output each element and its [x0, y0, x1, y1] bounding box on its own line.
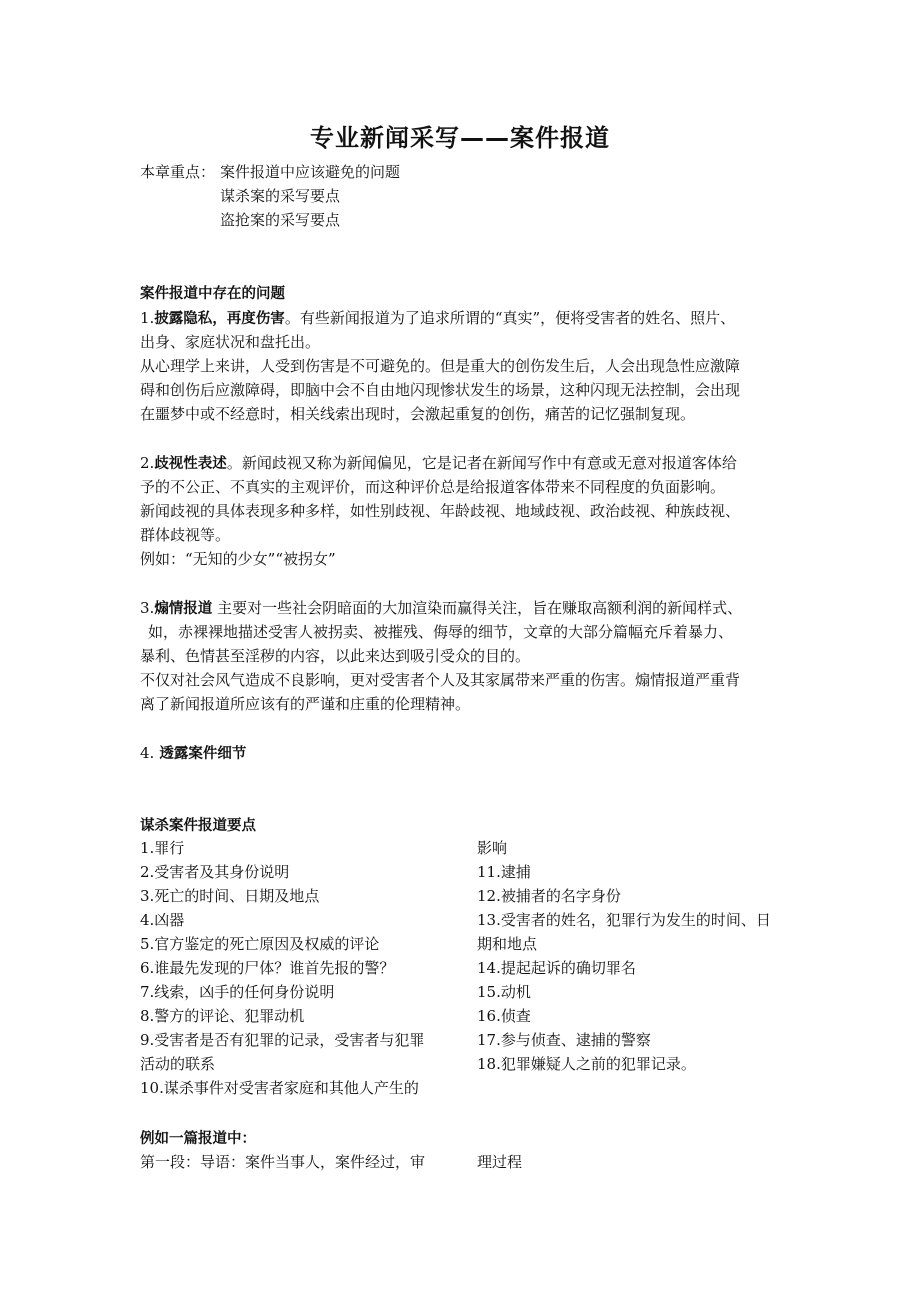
item-number: 3.	[140, 599, 155, 617]
section-heading-example: 例如一篇报道中：	[140, 1131, 256, 1147]
item-title: 歧视性表述	[154, 456, 227, 472]
section-heading-murder: 谋杀案件报道要点	[140, 818, 256, 834]
list-item: 2.受害者及其身份说明	[140, 863, 290, 881]
paragraph-line	[140, 451, 737, 476]
focus-item: 谋杀案的采写要点	[220, 187, 341, 205]
item-title: 披露隐私，再度伤害	[154, 311, 285, 327]
list-item: 11.逮捕	[477, 863, 531, 881]
list-item: 18.犯罪嫌疑人之前的犯罪记录。	[477, 1055, 696, 1073]
item-number: 2.	[140, 454, 155, 472]
page-title: 专业新闻采写——案件报道	[310, 124, 610, 152]
item-text: 主要对一些社会阴暗面的大加渲染而赢得关注，旨在赚取高额利润的新闻样式、	[212, 599, 743, 617]
section-heading-problems: 案件报道中存在的问题	[140, 286, 285, 302]
paragraph-line: 在噩梦中或不经意时，相关线索出现时，会激起重复的创伤，痛苦的记忆强制复现。	[140, 405, 696, 423]
list-item: 7.线索，凶手的任何身份说明	[140, 983, 335, 1001]
list-item: 3.死亡的时间、日期及地点	[140, 887, 320, 905]
item-title: 煽情报道	[154, 601, 213, 617]
list-item: 4.凶器	[140, 911, 185, 929]
list-item: 5.官方鉴定的死亡原因及权威的评论	[140, 935, 380, 953]
item-number: 1.	[140, 309, 155, 327]
list-item: 15.动机	[477, 983, 531, 1001]
list-item: 16.侦查	[477, 1007, 531, 1025]
paragraph-line: 不仅对社会风气造成不良影响，更对受害者个人及其家属带来严重的伤害。煽情报道严重背	[140, 671, 741, 689]
paragraph-line	[140, 596, 742, 621]
paragraph-line: 例如：“无知的少女”“被拐女”	[140, 550, 336, 568]
paragraph-line	[140, 741, 246, 766]
paragraph-line: 暴利、色情甚至淫秽的内容，以此来达到吸引受众的目的。	[140, 647, 531, 665]
paragraph-line: 出身、家庭状况和盘托出。	[140, 333, 321, 351]
list-item: 17.参与侦查、逮捕的警察	[477, 1031, 651, 1049]
item-text: 。有些新闻报道为了追求所谓的“真实”，便将受害者的姓名、照片、	[284, 309, 736, 327]
paragraph-line: 从心理学上来讲，人受到伤害是不可避免的。但是重大的创伤发生后，人会出现急性应激障	[140, 357, 741, 375]
item-text: 。新闻歧视又称为新闻偏见，它是记者在新闻写作中有意或无意对报道客体给	[226, 454, 737, 472]
list-item: 14.提起起诉的确切罪名	[477, 959, 636, 977]
list-item: 9.受害者是否有犯罪的记录，受害者与犯罪	[140, 1031, 425, 1049]
paragraph-line: 第一段：导语：案件当事人，案件经过，审	[140, 1153, 426, 1171]
paragraph-line: 如，赤裸裸地描述受害人被拐卖、被摧残、侮辱的细节，文章的大部分篇幅充斥着暴力、	[148, 623, 734, 641]
focus-label: 本章重点：	[140, 163, 216, 181]
list-item: 活动的联系	[140, 1055, 216, 1073]
list-item: 6.谁最先发现的尸体？谁首先报的警？	[140, 959, 395, 977]
paragraph-line: 新闻歧视的具体表现多种多样，如性别歧视、年龄歧视、地域歧视、政治歧视、种族歧视、	[140, 502, 741, 520]
list-item: 期和地点	[477, 935, 538, 953]
list-item: 1.罪行	[140, 839, 185, 857]
paragraph-line	[140, 306, 735, 331]
paragraph-line: 碍和创伤后应激障碍，即脑中会不自由地闪现惨状发生的场景，这种闪现无法控制，会出现	[140, 381, 741, 399]
list-item: 10.谋杀事件对受害者家庭和其他人产生的	[140, 1079, 419, 1097]
list-item: 影响	[477, 839, 508, 857]
list-item: 13.受害者的姓名，犯罪行为发生的时间、日	[477, 911, 771, 929]
focus-item: 案件报道中应该避免的问题	[220, 163, 401, 181]
paragraph-line: 群体歧视等。	[140, 526, 231, 544]
paragraph-line: 予的不公正、不真实的主观评价，而这种评价总是给报道客体带来不同程度的负面影响。	[140, 478, 726, 496]
paragraph-line: 离了新闻报道所应该有的严谨和庄重的伦理精神。	[140, 695, 471, 713]
focus-item: 盗抢案的采写要点	[220, 211, 341, 229]
item-number: 4.	[140, 744, 155, 762]
list-item: 12.被捕者的名字身份	[477, 887, 621, 905]
item-title: 透露案件细节	[154, 746, 247, 762]
paragraph-line: 理过程	[477, 1153, 523, 1171]
list-item: 8.警方的评论、犯罪动机	[140, 1007, 305, 1025]
